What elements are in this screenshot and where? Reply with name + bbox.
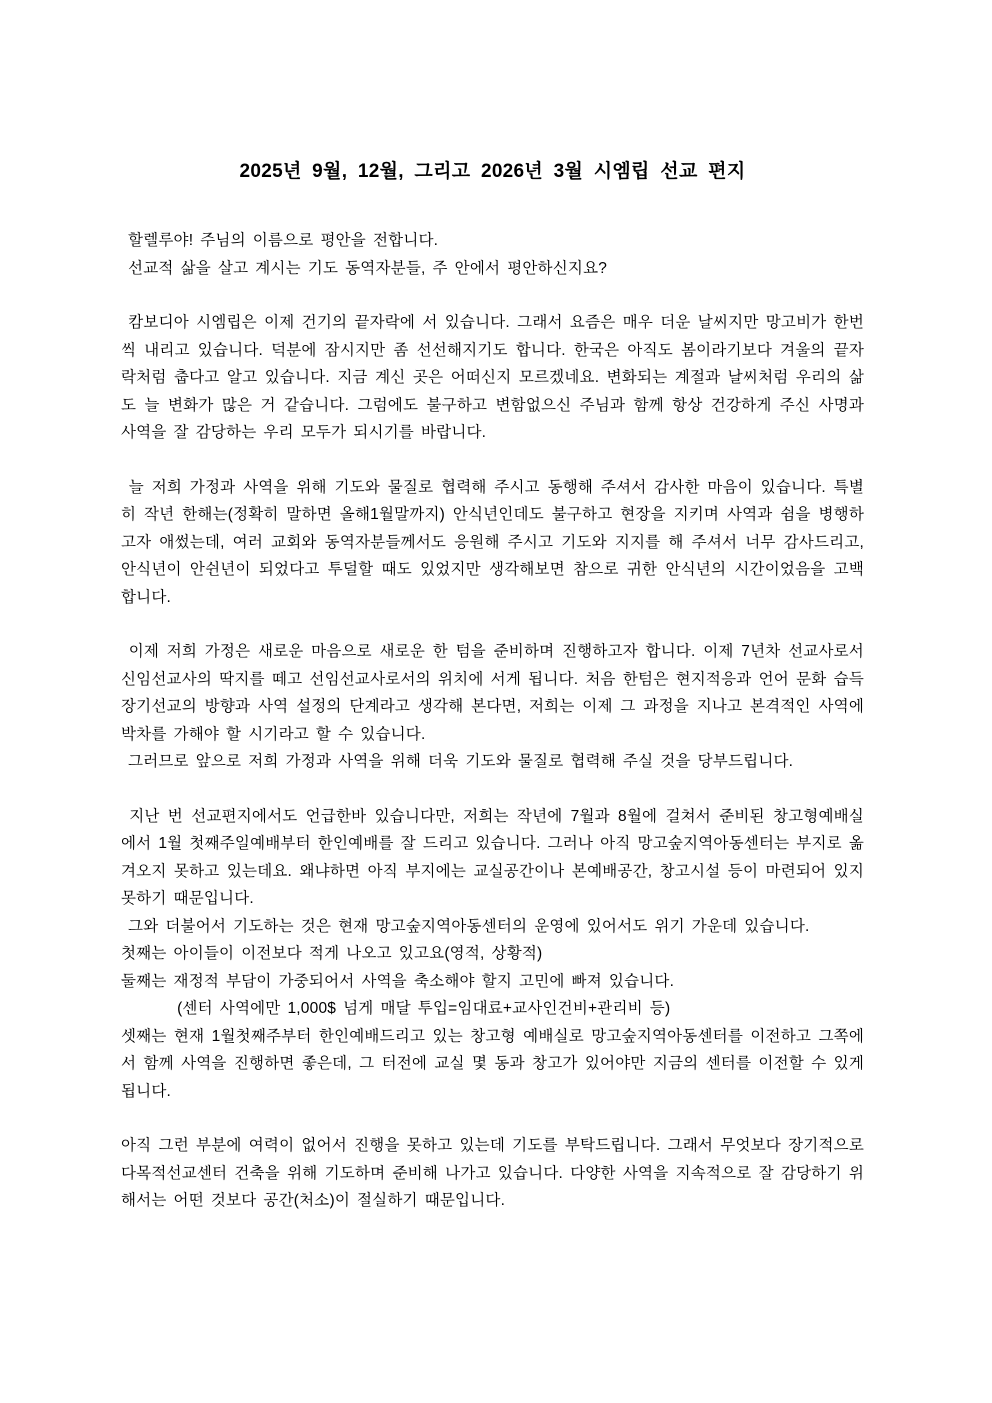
text-block: 그러므로 앞으로 저희 가정과 사역을 위해 더욱 기도와 물질로 협력해 주실 것을 당부드립니다.: [121, 753, 794, 770]
paragraph-weather-news: [121, 309, 872, 447]
list-item-second: 둘째는 재정적 부담이 가중되어서 사역을 축소해야 할지 고민에 빠져 있습니다.: [121, 972, 675, 990]
list-item-third: 셋째는 현재 1월첫째주부터 한인예배드리고 있는 창고형 예배실로 망고숲지역아동센터를 이전하고 그쪽에서 함께 사역을 진행하면 좋은데, 그 터전에 교실 몇 동과 창고가 있어야만 지금의 센터를 이전할 수 있게 됩니다.: [121, 1027, 872, 1100]
text-block: 늘 저희 가정과 사역을 위해 기도와 물질로 협력해 주시고 동행해 주셔서 감사한 마음이 있습니다. 특별히 작년 한해는(정확히 말하면 올해1월말까지) 안식년인데도 불구하고 현장을 지키며 사역과 쉼을 병행하고자 애썼는데, 여러 교회와 동역자분들께서도 응원해 주시고 기도와 지지를 해 주셔서 너무 감사드리고, 안식년이 안쉰년이 되었다고 투덜할 때도 있었지만 생각해보면 참으로 귀한 안식년의 시간이었음을 고백합니다.: [121, 478, 872, 606]
text-block: 이제 저희 가정은 새로운 마음으로 새로운 한 텀을 준비하며 진행하고자 합니다. 이제 7년차 선교사로서 신임선교사의 딱지를 떼고 선임선교사로서의 위치에 서게 됩니다. 처음 한텀은 현지적응과 언어 문화 습득 장기선교의 방향과 사역 설정의 단계라고 생각해 본다면, 저희는 이제 그 과정을 지나고 본격적인 사역에 박차를 가해야 할 시기라고 할 수 있습니다.: [121, 643, 872, 743]
list-item-cost-note: (센터 사역에만 1,000$ 넘게 매달 투입=임대료+교사인건비+관리비 등): [121, 1000, 671, 1017]
text-line: 선교적 삶을 살고 계시는 기도 동역자분들, 주 안에서 평안하신지요?: [121, 259, 608, 277]
paragraph-thanks-sabbatical: [121, 474, 872, 612]
text-block: 그와 더불어서 기도하는 것은 현재 망고숲지역아동센터의 운영에 있어서도 위기 가운데 있습니다.: [121, 917, 810, 935]
text-block: 지난 번 선교편지에서도 언급한바 있습니다만, 저희는 작년에 7월과 8월에 걸쳐서 준비된 창고형예배실에서 1월 첫째주일예배부터 한인예배를 잘 드리고 있습니다. 그러나 아직 망고숲지역아동센터는 부지로 옮겨오지 못하고 있는데요. 왜냐하면 아직 부지에는 교실공간이나 본예배공간, 창고시설 등이 마련되어 있지 못하기 때문입니다.: [121, 807, 872, 907]
text-block: 캄보디아 시엠립은 이제 건기의 끝자락에 서 있습니다. 그래서 요즘은 매우 더운 날씨지만 망고비가 한번 씩 내리고 있습니다. 덕분에 잠시지만 좀 선선해지기도 합니다. 한국은 아직도 봄이라기보다 겨울의 끝자락처럼 춥다고 알고 있습니다. 지금 계신 곳은 어떠신지 모르겠네요. 변화되는 계절과 날씨처럼 우리의 삶도 늘 변화가 많은 거 같습니다. 그럼에도 불구하고 변함없으신 주님과 함께 항상 건강하게 주신 사명과 사역을 잘 감당하는 우리 모두가 되시기를 바랍니다.: [121, 314, 872, 441]
list-item-first: 첫째는 아이들이 이전보다 적게 나오고 있고요(영적, 상황적): [121, 945, 543, 962]
paragraph-prayer-request: [121, 1132, 872, 1215]
paragraph-center-status: [121, 803, 872, 1106]
paragraph-greeting: [121, 227, 864, 282]
letter-title: 2025년 9월, 12월, 그리고 2026년 3월 시엠립 선교 편지: [239, 161, 746, 182]
paragraph-new-term: [121, 638, 872, 776]
text-block: 아직 그런 부분에 여력이 없어서 진행을 못하고 있는데 기도를 부탁드립니다. 그래서 무엇보다 장기적으로 다목적선교센터 건축을 위해 기도하며 준비해 나가고 있습니다. 다양한 사역을 지속적으로 잘 감당하기 위해서는 어떤 것보다 공간(처소)이 절실하기 때문입니다.: [121, 1137, 872, 1209]
text-line: 할렐루야! 주님의 이름으로 평안을 전합니다.: [121, 232, 439, 249]
